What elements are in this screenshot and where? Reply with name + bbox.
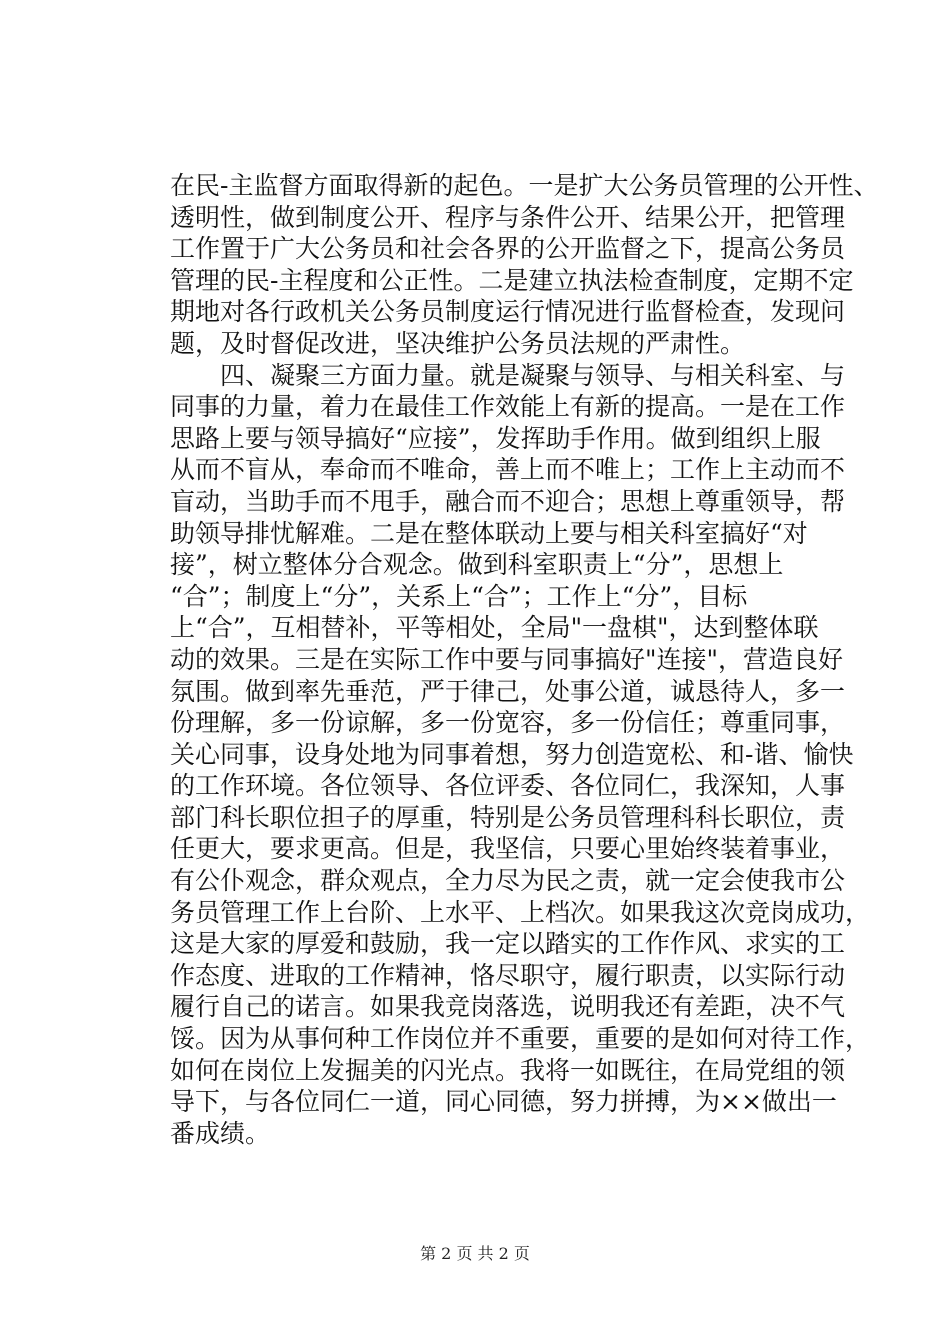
text-line: 履行自己的诺言。如果我竞岗落选，说明我还有差距，决不气	[170, 992, 846, 1022]
text-line: 的工作环境。各位领导、各位评委、各位同仁，我深知，人事	[170, 771, 846, 801]
text-line: 部门科长职位担子的厚重，特别是公务员管理科科长职位，责	[170, 802, 846, 832]
text-line: 同事的力量，着力在最佳工作效能上有新的提高。一是在工作	[170, 392, 846, 422]
text-line: 导下，与各位同仁一道，同心同德，努力拼搏，为××做出一	[170, 1087, 837, 1117]
text-line: 助领导排忧解难。二是在整体联动上要与相关科室搞好“对	[170, 518, 808, 548]
text-line: 这是大家的厚爱和鼓励，我一定以踏实的工作作风、求实的工	[170, 929, 846, 959]
text-line: 接”，树立整体分合观念。做到科室职责上“分”，思想上	[170, 550, 784, 580]
text-line: 盲动，当助手而不甩手，融合而不迎合；思想上尊重领导，帮	[170, 486, 846, 516]
page-footer: 第 2 页 共 2 页	[420, 1244, 530, 1263]
text-line: 有公仆观念，群众观点，全力尽为民之责，就一定会使我市公	[170, 866, 846, 896]
text-line: 在民-主监督方面取得新的起色。一是扩大公务员管理的公开性、	[170, 171, 879, 200]
text-line: 份理解，多一份谅解，多一份宽容，多一份信任；尊重同事，	[170, 708, 846, 738]
text-line: 务员管理工作上台阶、上水平、上档次。如果我这次竞岗成功，	[170, 897, 871, 927]
text-line: 上“合”，互相替补，平等相处，全局"一盘棋"，达到整体联	[170, 613, 819, 643]
text-line: 期地对各行政机关公务员制度运行情况进行监督检查，发现问	[170, 297, 846, 327]
text-line: 如何在岗位上发掘美的闪光点。我将一如既往，在局党组的领	[170, 1055, 846, 1085]
text-line: 题，及时督促改进，坚决维护公务员法规的严肃性。	[170, 328, 746, 358]
text-line: 从而不盲从，奉命而不唯命，善上而不唯上；工作上主动而不	[170, 455, 846, 485]
text-line: 任更大，要求更高。但是，我坚信，只要心里始终装着事业，	[170, 834, 846, 864]
text-line: 关心同事，设身处地为同事着想，努力创造宽松、和-谐、愉快	[170, 739, 854, 769]
text-line: 管理的民-主程度和公正性。二是建立执法检查制度，定期不定	[170, 265, 854, 295]
text-line: 番成绩。	[170, 1118, 271, 1148]
text-line: 思路上要与领导搞好“应接”，发挥助手作用。做到组织上服	[170, 423, 821, 453]
document-body	[170, 170, 879, 1149]
text-line: 作态度、进取的工作精神，恪尽职守，履行职责，以实际行动	[170, 960, 846, 990]
text-line: 馁。因为从事何种工作岗位并不重要，重要的是如何对待工作，	[170, 1024, 871, 1054]
text-line: “合”；制度上“分”，关系上“合”；工作上“分”，目标	[170, 581, 748, 611]
text-line: 工作置于广大公务员和社会各界的公开监督之下，提高公务员	[170, 234, 846, 264]
text-line: 透明性，做到制度公开、程序与条件公开、结果公开，把管理	[170, 202, 846, 232]
text-line: 氛围。做到率先垂范，严于律己，处事公道，诚恳待人，多一	[170, 676, 846, 706]
text-line: 四、凝聚三方面力量。就是凝聚与领导、与相关科室、与	[170, 360, 846, 390]
text-line: 动的效果。三是在实际工作中要与同事搞好"连接"，营造良好	[170, 644, 844, 674]
